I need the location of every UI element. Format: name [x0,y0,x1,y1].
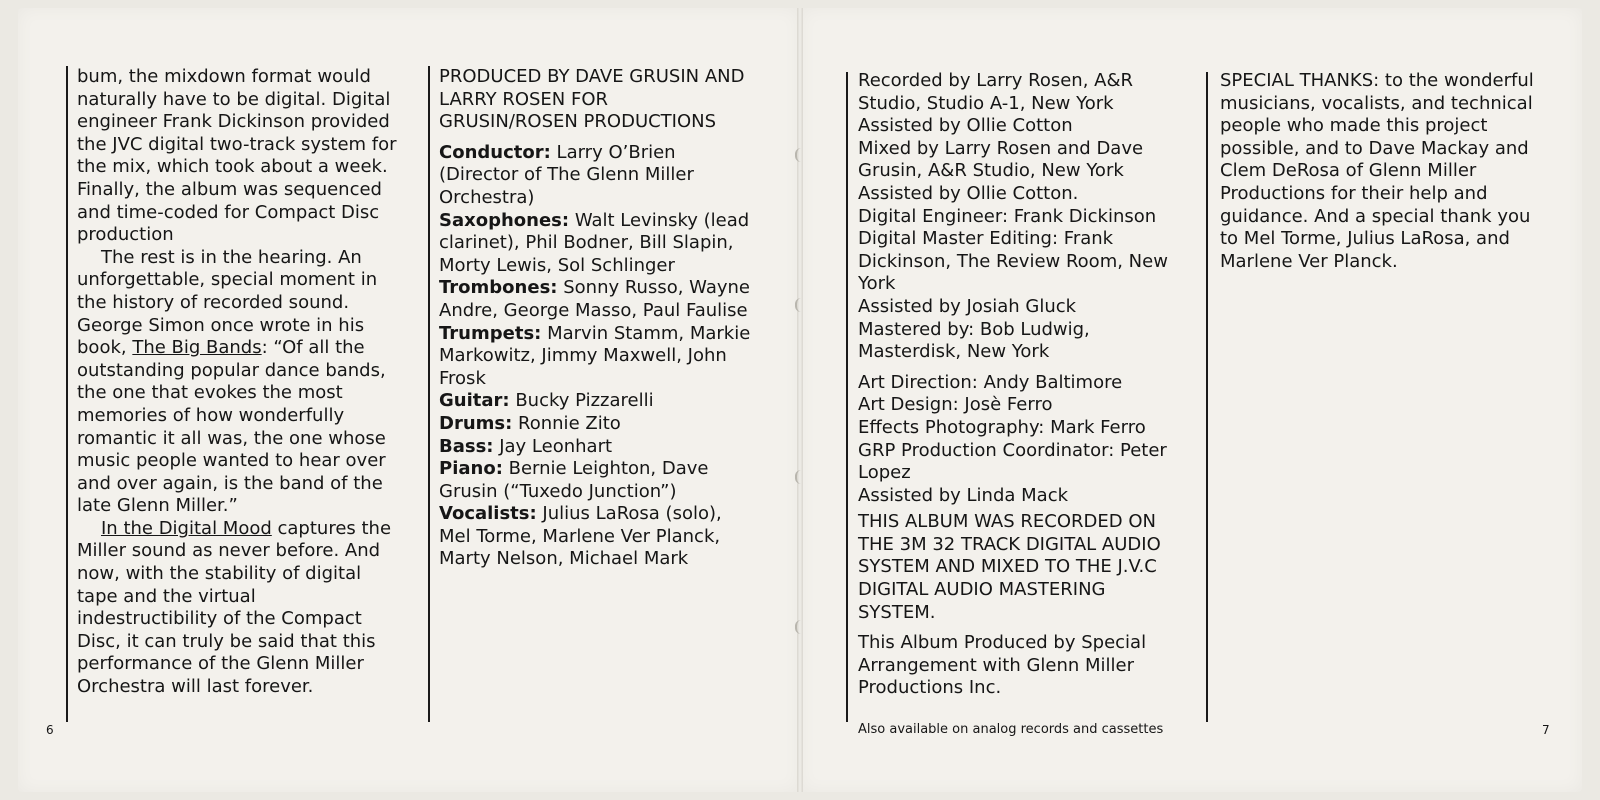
recording-system-note: THIS ALBUM WAS RECORDED ON THE 3M 32 TRACK DIGITAL AUDIO SYSTEM AND MIXED TO THE J.V.C DIGITAL AUDIO MASTERING SYSTEM. [858,511,1161,623]
recording-credit: Assisted by Josiah Gluck [858,295,1077,317]
credit-line [439,277,751,322]
availability-footer: Also available on analog records and cassettes [858,722,1164,737]
album-title: In the Digital Mood [101,517,272,539]
credit-names: Sonny Russo, Wayne Andre, George Masso, Paul Faulise [439,277,750,321]
recording-credit: Recorded by Larry Rosen, A&R Studio, Studio A-1, New York [858,70,1134,114]
recording-credit: Digital Master Editing: Frank Dickinson, The Review Room, New York [858,228,1168,295]
credit-role: Vocalists: [439,503,537,525]
recording-credit: Assisted by Ollie Cotton [858,115,1073,137]
credit-names: Walt Levinsky (lead clarinet), Phil Bodner, Bill Slapin, Morty Lewis, Sol Schlinger [439,209,750,276]
credit-line [439,436,751,459]
binding-stitch [795,298,807,312]
credit-line [439,210,751,278]
art-credit: Assisted by Linda Mack [858,484,1069,506]
liner-paragraph [77,247,399,518]
credit-names: Bernie Leighton, Dave Grusin (“Tuxedo Junction”) [439,458,709,502]
credit-names: Bucky Pizzarelli [509,390,654,412]
recording-credit: Mastered by: Bob Ludwig, Masterdisk, New York [858,318,1090,363]
page-number: 7 [1542,723,1550,737]
art-credit: GRP Production Coordinator: Peter Lopez [858,439,1167,484]
production-credits-column [858,70,1178,700]
book-gutter [797,8,803,792]
credit-names: Ronnie Zito [512,412,621,434]
liner-notes-column [77,66,399,699]
credit-role: Saxophones: [439,209,570,231]
personnel-column [439,66,751,571]
credit-line [439,142,751,210]
special-thanks-column [1220,70,1550,273]
binding-stitch [795,620,807,634]
paragraph-text: The rest is in the hearing. An unforgettable, special moment in the history of recorded sound. George Simon once wrote in his book, [77,246,378,359]
credit-line [439,413,751,436]
credit-line [439,323,751,391]
recording-credit: Digital Engineer: Frank Dickinson [858,205,1157,227]
binding-stitch [795,470,807,484]
credit-names: Julius LaRosa (solo), Mel Torme, Marlene Ver Planck, Marty Nelson, Michael Mark [439,503,722,570]
binding-stitch [795,148,807,162]
arrangement-note: This Album Produced by Special Arrangement with Glenn Miller Productions Inc. [858,632,1147,699]
credit-role: Trumpets: [439,322,542,344]
page-number: 6 [46,723,54,737]
recording-credit: Assisted by Ollie Cotton. [858,182,1079,204]
credit-role: Guitar: [439,390,510,412]
art-credit: Art Direction: Andy Baltimore [858,371,1123,393]
art-credit: Effects Photography: Mark Ferro [858,416,1146,438]
credit-names: Jay Leonhart [493,435,613,457]
liner-paragraph: bum, the mixdown format would naturally have to be digital. Digital engineer Frank Dickinson provided the JVC digital two-track system for the mix, which took about a week. Finally, the album was sequenced and time-coded for Compact Disc production [77,66,397,246]
recording-credit: Mixed by Larry Rosen and Dave Grusin, A&R Studio, New York [858,137,1144,182]
credit-role: Trombones: [439,277,558,299]
book-title: The Big Bands [132,337,262,359]
credit-role: Drums: [439,412,513,434]
column-rule [66,66,68,722]
credit-names: Larry O’Brien (Director of The Glenn Miller Orchestra) [439,141,694,208]
credit-names: Marvin Stamm, Markie Markowitz, Jimmy Maxwell, John Frosk [439,322,751,389]
credit-line [439,390,751,413]
paragraph-text: captures the Miller sound as never before. And now, with the stability of digital tape and the virtual indestructibility of the Compact Disc, it can truly be said that this performance of the Glenn Miller Orchestra will last forever. [77,517,392,698]
art-credit: Art Design: Josè Ferro [858,394,1053,416]
credit-role: Conductor: [439,141,551,163]
paragraph-text: : “Of all the outstanding popular dance bands, the one that evokes the most memories of how wonderfully romantic it all was, the one whose music people wanted to hear over and over again, is the band of the late Glenn Miller.” [77,337,386,517]
producer-heading: PRODUCED BY DAVE GRUSIN AND LARRY ROSEN FOR GRUSIN/ROSEN PRODUCTIONS [439,66,745,133]
column-rule [428,66,430,722]
credit-role: Bass: [439,435,494,457]
column-rule [1206,72,1208,722]
credit-line [439,458,751,503]
liner-paragraph [77,518,399,699]
credit-role: Piano: [439,458,503,480]
special-thanks: SPECIAL THANKS: to the wonderful musicians, vocalists, and technical people who made this project possible, and to Dave Mackay and Clem DeRosa of Glenn Miller Productions for their help and guidance. And a special thank you to Mel Torme, Julius LaRosa, and Marlene Ver Planck. [1220,70,1534,272]
credit-line [439,503,751,571]
column-rule [846,72,848,722]
